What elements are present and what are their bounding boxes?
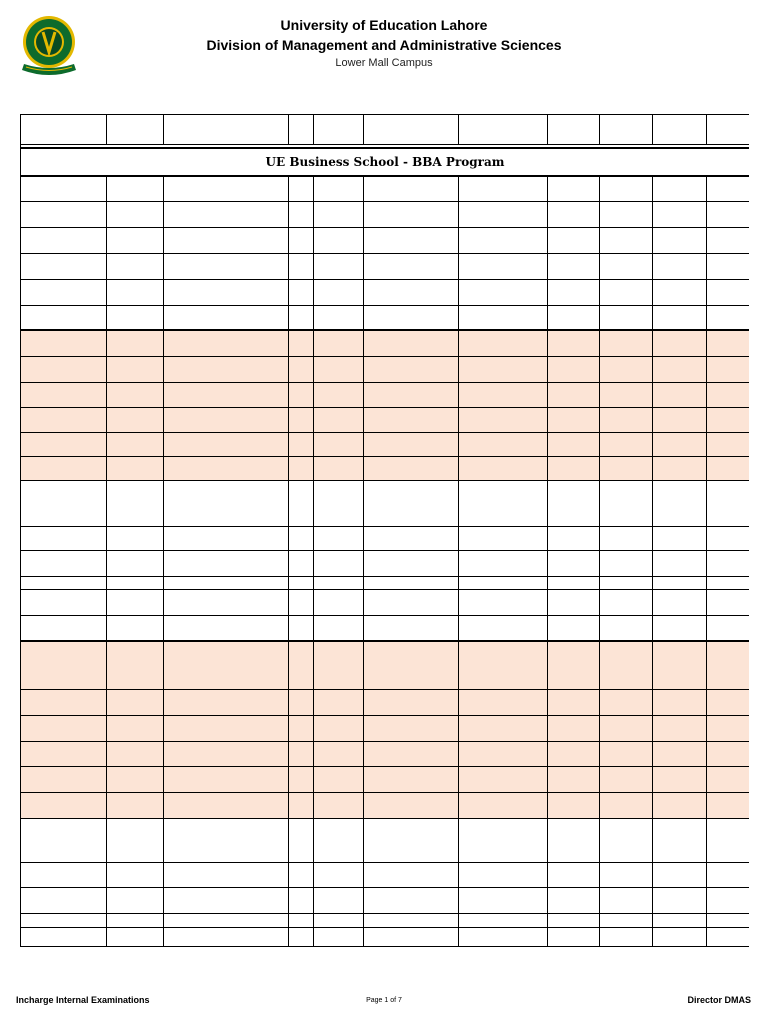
footer-incharge: Incharge Internal Examinations	[16, 995, 150, 1005]
table-row	[21, 480, 750, 526]
table-row	[21, 766, 750, 792]
table-row	[21, 305, 750, 330]
footer-director: Director DMAS	[687, 995, 751, 1005]
footer-page-number: Page 1 of 7	[366, 997, 402, 1004]
table-cell	[164, 115, 289, 145]
campus-name: Lower Mall Campus	[335, 57, 433, 69]
table-cell	[289, 115, 314, 145]
table-row	[21, 201, 750, 227]
table-cell	[314, 115, 364, 145]
table-cell	[707, 115, 750, 145]
table-row	[21, 356, 750, 382]
table-cell	[459, 115, 548, 145]
table-row	[21, 382, 750, 407]
table-row	[21, 689, 750, 715]
table-row	[21, 641, 750, 689]
table-row	[21, 550, 750, 576]
table-title: UE Business School - BBA Program	[21, 148, 750, 176]
table-row	[21, 279, 750, 305]
table-row	[21, 432, 750, 456]
table-cell	[21, 115, 107, 145]
table-cell	[600, 115, 653, 145]
table-row	[21, 227, 750, 253]
university-name: University of Education Lahore	[280, 17, 488, 33]
table-row	[21, 253, 750, 279]
table-row	[21, 615, 750, 641]
table-row	[21, 576, 750, 589]
table-row	[21, 741, 750, 766]
table-cell	[653, 115, 707, 145]
table-row	[21, 887, 750, 913]
document-header	[0, 16, 768, 71]
table-row	[21, 715, 750, 741]
table-row	[21, 792, 750, 818]
schedule-table	[20, 114, 749, 947]
table-row	[21, 407, 750, 432]
table-cell	[364, 115, 459, 145]
table-row	[21, 330, 750, 356]
table-row	[21, 456, 750, 480]
table-row	[21, 176, 750, 201]
table-row	[21, 526, 750, 550]
division-name: Division of Management and Administrative Sciences	[206, 37, 562, 53]
column-header-row	[21, 115, 750, 145]
table-row	[21, 818, 750, 862]
table-row	[21, 862, 750, 887]
table-cell	[548, 115, 600, 145]
table-row	[21, 589, 750, 615]
table-row	[21, 913, 750, 927]
table-row	[21, 927, 750, 946]
table-cell	[107, 115, 164, 145]
